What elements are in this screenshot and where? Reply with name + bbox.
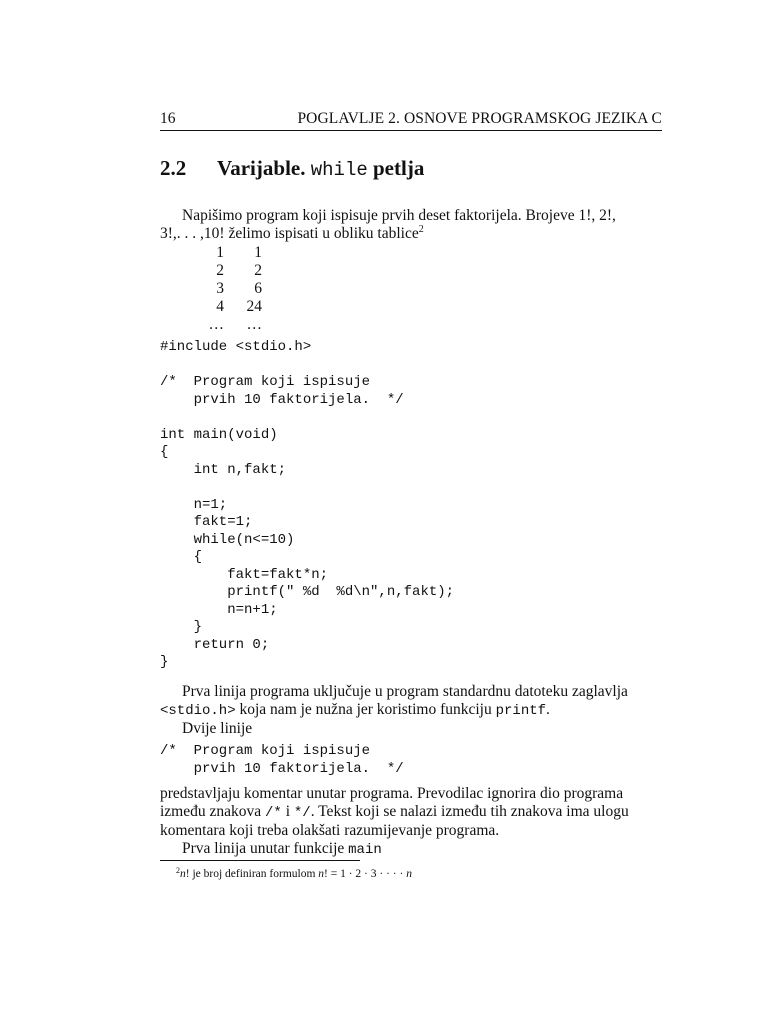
paragraph-comment <box>160 785 662 859</box>
code-listing: #include <stdio.h> /* Program koji ispisuje prvih 10 faktorijela. */ int main(void) { int n,fakt; n=1; fakt=1; while(n<=10) { fakt=fakt*n; printf(" %d %d\n",n,fakt); n=n+1; } return 0; } <box>160 339 455 670</box>
para3-line-2-a: između znakova <box>160 803 266 820</box>
page-number: 16 <box>160 110 176 127</box>
para2-line-1: Prva linija programa uključuje u program standardnu datoteku zaglavlja <box>182 683 628 700</box>
para3-line-2-c: . Tekst koji se nalazi između tih znakova ima ulogu <box>310 803 629 820</box>
table-cell-n: 1 <box>216 244 224 261</box>
table-row <box>188 316 278 334</box>
para3-line-4-text: Prva linija unutar funkcije <box>182 840 349 857</box>
footnote-ref: 2 <box>418 224 424 235</box>
section-title-suffix: petlja <box>373 156 425 180</box>
para2-line-2-end: . <box>546 701 550 718</box>
table-row <box>188 262 278 280</box>
table-cell-fakt: … <box>246 316 262 333</box>
para3-line-3: komentara koji treba olakšati razumijevanje programa. <box>160 822 500 839</box>
intro-paragraph <box>160 207 662 243</box>
table-row <box>188 280 278 298</box>
table-cell-fakt: 6 <box>254 280 262 297</box>
table-cell-n: … <box>208 316 224 333</box>
footnote <box>176 864 412 881</box>
section-title-prefix: Varijable. <box>217 156 306 180</box>
factorial-table <box>188 244 278 334</box>
printf-code: printf <box>495 703 547 719</box>
footnote-mark: 2 <box>176 866 180 875</box>
code-comment-listing: /* Program koji ispisuje prvih 10 faktorijela. */ <box>160 743 404 777</box>
comment-open-code: /* <box>265 805 282 821</box>
intro-line-2 <box>160 225 662 243</box>
intro-line-2-text: 3!,. . . ,10! želimo ispisati u obliku tablice <box>160 225 419 242</box>
table-cell-n: 2 <box>216 262 224 279</box>
footnote-var: n <box>406 868 412 880</box>
main-code: main <box>348 842 382 858</box>
table-cell-fakt: 24 <box>246 298 262 315</box>
table-row <box>188 244 278 262</box>
table-cell-fakt: 2 <box>254 262 262 279</box>
footnote-text-2: ! = 1 · 2 · 3 · · · · <box>324 868 407 880</box>
chapter-title: POGLAVLJE 2. OSNOVE PROGRAMSKOG JEZIKA C <box>297 110 662 127</box>
section-title-keyword: while <box>310 159 368 181</box>
table-cell-n: 3 <box>216 280 224 297</box>
para3-line-1: predstavljaju komentar unutar programa. Prevodilac ignorira dio programa <box>160 785 624 802</box>
footnote-var: n <box>318 868 325 880</box>
section-number: 2.2 <box>160 156 187 180</box>
paragraph-include <box>160 683 662 738</box>
para3-line-4 <box>160 840 662 859</box>
table-cell-fakt: 1 <box>254 244 262 261</box>
para2-line-2 <box>160 701 662 720</box>
running-head <box>160 108 662 131</box>
para3-line-2-b: i <box>281 803 294 820</box>
footnote-text-1: ! je broj definiran formulom <box>185 868 319 880</box>
footnote-var: n <box>180 868 186 880</box>
comment-close-code: */ <box>293 805 311 821</box>
para2-line-2-text: koja nam je nužna jer koristimo funkciju <box>235 701 496 718</box>
footnote-rule <box>160 860 360 861</box>
intro-line-1: Napišimo program koji ispisuje prvih deset faktorijela. Brojeve 1!, 2!, <box>182 207 616 224</box>
table-cell-n: 4 <box>216 298 224 315</box>
para2-line-3: Dvije linije <box>182 720 253 737</box>
page <box>160 0 662 1024</box>
stdio-header-code: <stdio.h> <box>160 703 236 719</box>
section-heading <box>160 154 424 184</box>
table-row <box>188 298 278 316</box>
para3-line-2 <box>160 803 662 822</box>
